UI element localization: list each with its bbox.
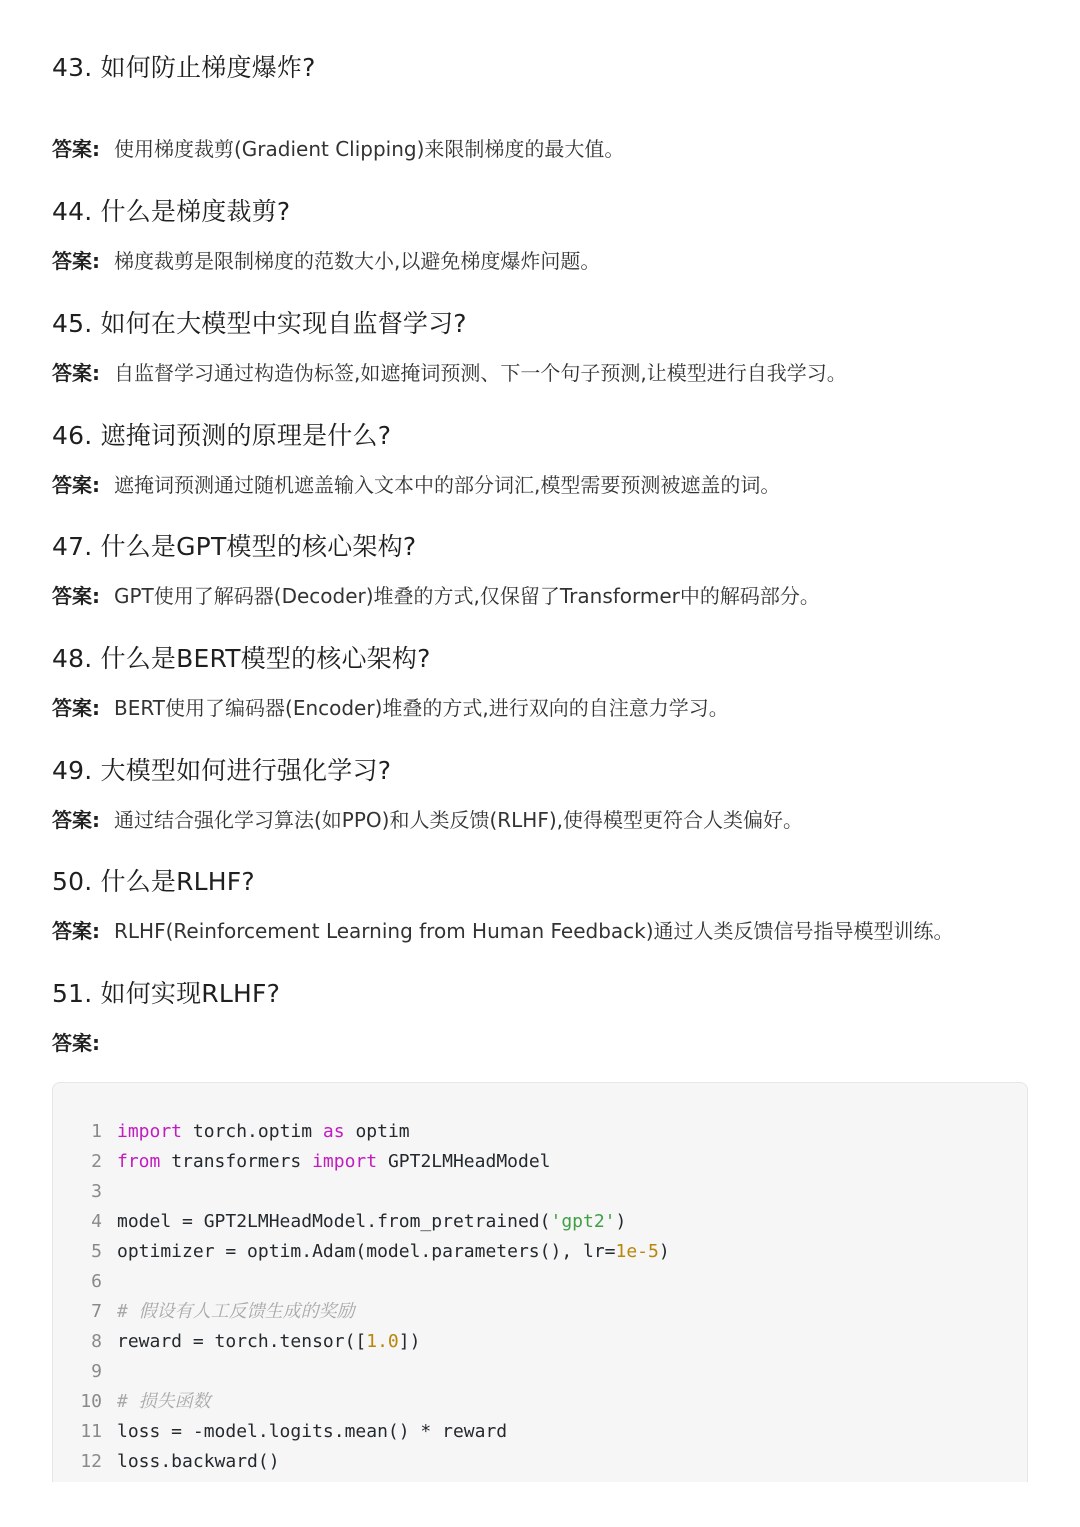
answer-body: 遮掩词预测通过随机遮盖输入文本中的部分词汇,模型需要预测被遮盖的词。 xyxy=(114,473,781,497)
code-token-src: ) xyxy=(615,1211,627,1232)
code-line xyxy=(53,1147,1027,1177)
code-token-num: 1.0 xyxy=(366,1331,399,1352)
code-token-num: 1e-5 xyxy=(615,1241,659,1262)
answer-text xyxy=(52,581,820,611)
question-heading: 47. 什么是GPT模型的核心架构? xyxy=(52,532,417,561)
answer-body: 通过结合强化学习算法(如PPO)和人类反馈(RLHF),使得模型更符合人类偏好。 xyxy=(114,808,804,832)
answer-label: 答案: xyxy=(52,137,100,161)
question-heading: 49. 大模型如何进行强化学习? xyxy=(52,756,392,785)
question-heading: 51. 如何实现RLHF? xyxy=(52,979,281,1008)
code-line xyxy=(53,1117,1027,1147)
answer-label: 答案: xyxy=(52,361,100,385)
code-token-str: 'gpt2' xyxy=(550,1211,616,1232)
qa-item-51 xyxy=(52,976,1032,1055)
qa-item-47 xyxy=(52,529,1032,608)
qa-item-46 xyxy=(52,418,1032,497)
code-token-src: transformers xyxy=(160,1151,313,1172)
answer-text xyxy=(52,246,600,276)
answer-label: 答案: xyxy=(52,808,100,832)
code-block xyxy=(52,1082,1028,1482)
code-token-src: loss = -model.logits.mean() * reward xyxy=(117,1421,508,1442)
answer-body: 梯度裁剪是限制梯度的范数大小,以避免梯度爆炸问题。 xyxy=(114,249,601,273)
code-token-src: ]) xyxy=(398,1331,421,1352)
qa-item-48 xyxy=(52,641,1032,720)
line-number: 7 xyxy=(91,1301,102,1322)
code-line xyxy=(53,1387,1027,1417)
code-token-src: model = GPT2LMHeadModel.from_pretrained( xyxy=(117,1211,551,1232)
code-token-src: GPT2LMHeadModel xyxy=(377,1151,551,1172)
answer-text xyxy=(52,134,624,164)
code-text xyxy=(117,1447,280,1477)
answer-text xyxy=(52,470,780,500)
code-text xyxy=(117,1117,410,1147)
code-token-src: ) xyxy=(658,1241,670,1262)
answer-label: 答案: xyxy=(52,919,100,943)
answer-text xyxy=(52,805,803,835)
code-lines xyxy=(53,1117,1027,1477)
code-text xyxy=(117,1237,670,1267)
line-number: 8 xyxy=(91,1331,102,1352)
code-token-src: torch.optim xyxy=(182,1121,323,1142)
question-heading: 44. 什么是梯度裁剪? xyxy=(52,197,291,226)
answer-label: 答案: xyxy=(52,473,100,497)
code-line xyxy=(53,1447,1027,1477)
code-line xyxy=(53,1177,1027,1207)
qa-item-45 xyxy=(52,306,1032,385)
code-token-kw: import xyxy=(117,1121,183,1142)
code-text xyxy=(117,1207,626,1237)
answer-text xyxy=(52,916,954,946)
answer-body: GPT使用了解码器(Decoder)堆叠的方式,仅保留了Transformer中的解码部分。 xyxy=(114,584,820,608)
code-text xyxy=(117,1327,420,1357)
answer-body: BERT使用了编码器(Encoder)堆叠的方式,进行双向的自注意力学习。 xyxy=(114,696,729,720)
code-token-src: loss.backward() xyxy=(117,1451,280,1472)
line-number: 5 xyxy=(91,1241,102,1262)
line-number: 1 xyxy=(91,1121,102,1142)
code-line xyxy=(53,1267,1027,1297)
line-number: 4 xyxy=(91,1211,102,1232)
code-line xyxy=(53,1207,1027,1237)
qa-item-43 xyxy=(52,50,1032,161)
qa-item-49 xyxy=(52,753,1032,832)
code-line xyxy=(53,1417,1027,1447)
line-number: 3 xyxy=(91,1181,102,1202)
code-token-kw: as xyxy=(322,1121,345,1142)
answer-text xyxy=(52,693,729,723)
qa-item-44 xyxy=(52,194,1032,273)
qa-item-50 xyxy=(52,864,1032,943)
code-line xyxy=(53,1297,1027,1327)
line-number: 10 xyxy=(80,1391,102,1412)
code-token-cmt: # 损失函数 xyxy=(117,1391,211,1412)
line-number: 11 xyxy=(80,1421,102,1442)
code-text xyxy=(117,1387,211,1417)
code-line xyxy=(53,1357,1027,1387)
line-number: 9 xyxy=(91,1361,102,1382)
answer-text xyxy=(52,358,847,388)
answer-body: RLHF(Reinforcement Learning from Human Feedback)通过人类反馈信号指导模型训练。 xyxy=(114,919,954,943)
code-text xyxy=(117,1417,507,1447)
line-number: 12 xyxy=(80,1451,102,1472)
answer-label: 答案: xyxy=(52,1031,100,1055)
answer-label: 答案: xyxy=(52,584,100,608)
answer-label: 答案: xyxy=(52,696,100,720)
code-text xyxy=(117,1147,551,1177)
answer-label: 答案: xyxy=(52,249,100,273)
line-number: 2 xyxy=(91,1151,102,1172)
code-line xyxy=(53,1327,1027,1357)
code-token-src: reward = torch.tensor([ xyxy=(117,1331,367,1352)
code-token-src: optimizer = optim.Adam(model.parameters(), lr= xyxy=(117,1241,616,1262)
code-text xyxy=(117,1297,355,1327)
answer-body: 自监督学习通过构造伪标签,如遮掩词预测、下一个句子预测,让模型进行自我学习。 xyxy=(114,361,847,385)
answer-body: 使用梯度裁剪(Gradient Clipping)来限制梯度的最大值。 xyxy=(114,137,625,161)
answer-text xyxy=(52,1028,114,1058)
question-heading: 43. 如何防止梯度爆炸? xyxy=(52,53,316,82)
question-heading: 48. 什么是BERT模型的核心架构? xyxy=(52,644,431,673)
code-token-kw: from xyxy=(117,1151,161,1172)
line-number: 6 xyxy=(91,1271,102,1292)
question-heading: 46. 遮掩词预测的原理是什么? xyxy=(52,421,392,450)
code-token-cmt: # 假设有人工反馈生成的奖励 xyxy=(117,1301,355,1322)
question-heading: 50. 什么是RLHF? xyxy=(52,867,255,896)
code-token-src: optim xyxy=(344,1121,410,1142)
question-heading: 45. 如何在大模型中实现自监督学习? xyxy=(52,309,467,338)
code-token-kw: import xyxy=(312,1151,378,1172)
code-line xyxy=(53,1237,1027,1267)
